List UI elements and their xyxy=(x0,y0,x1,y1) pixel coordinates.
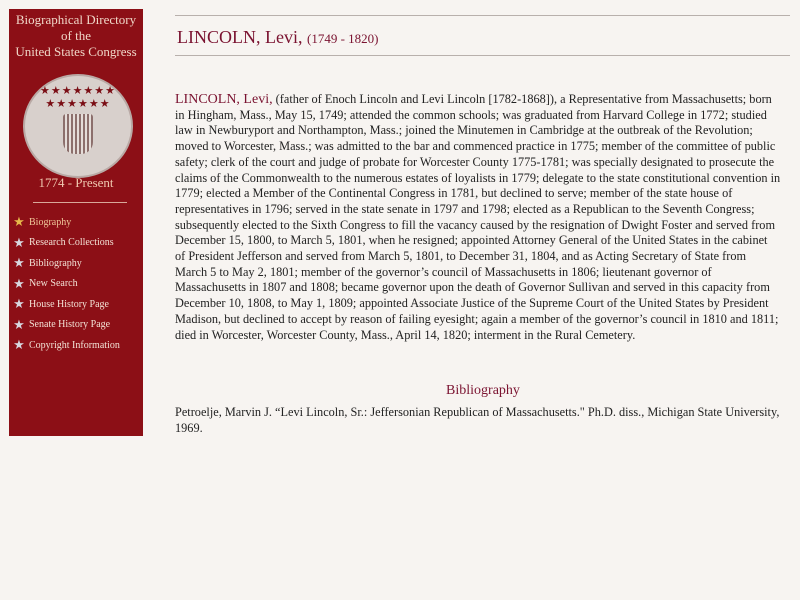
bibliography-heading: Bibliography xyxy=(446,383,520,398)
nav-label: Senate History Page xyxy=(29,319,111,331)
sidebar xyxy=(9,9,143,436)
divider xyxy=(33,202,127,203)
star-icon: ★ xyxy=(13,234,25,250)
nav-label: Biography xyxy=(29,216,72,228)
bio-text: (father of Enoch Lincoln and Levi Lincoln [1782-1868]), a Representative from Massachusetts; born xyxy=(272,92,772,106)
directory-title[interactable] xyxy=(9,12,143,60)
bio-line: of President Jefferson and served from March 5, 1801, to December 31, 1804, and as Acting Secretary of State from xyxy=(175,249,747,264)
star-icon: ★ xyxy=(13,316,25,332)
nav-new-search[interactable] xyxy=(12,274,120,295)
bio-name: LINCOLN, Levi, xyxy=(175,92,273,107)
congress-seal-image xyxy=(23,74,133,178)
star-icon: ★ xyxy=(13,214,25,230)
nav-senate-history[interactable] xyxy=(12,315,120,336)
citation-line: Petroelje, Marvin J. “Levi Lincoln, Sr.: Jeffersonian Republican of Massachusetts." Ph.D. diss., Michigan State University, xyxy=(175,405,780,419)
star-icon: ★ xyxy=(13,296,25,312)
star-icon: ★ xyxy=(13,275,25,291)
bio-line: claims of the Commonwealth to the numerous estates of loyalists in 1779; delegate to the state constitutional convention in xyxy=(175,170,781,185)
nav-research-collections[interactable] xyxy=(12,233,120,254)
bio-line: subsequently elected to the Sixth Congress to fill the vacancy caused by the resignation of Dwight Foster and served from xyxy=(175,217,776,232)
star-icon: ★ xyxy=(13,337,25,353)
citation-line: 1969. xyxy=(175,421,203,435)
bio-line: Madison, but declined to accept by reason of failing eyesight; again a member of the governor’s council in 1810 and 1811; xyxy=(175,311,779,326)
biography-text xyxy=(175,92,780,343)
bio-line: March 5 to May 2, 1801; member of the governor’s council of Massachusetts in 1806; lieutenant governor of xyxy=(175,264,712,279)
bibliography-citation xyxy=(175,404,779,436)
nav-biography[interactable] xyxy=(12,212,120,233)
member-dates: (1749 - 1820) xyxy=(306,31,379,46)
bio-line: in Hingham, Mass., May 15, 1749; attended the common schools; was graduated from Harvard College in 1772; studied xyxy=(175,107,767,122)
bio-line: safety; clerk of the court and judge of probate for Worcester County 1775-1781; was specially designated to prosecute the xyxy=(175,154,775,169)
top-rule xyxy=(175,15,790,16)
member-name: LINCOLN, Levi, xyxy=(177,27,303,47)
bio-line: Massachusetts in 1807 and 1808; became governor upon the death of Governor Sullivan and served in this capacity from xyxy=(175,280,770,295)
bio-line: December 10, 1808, to May 1, 1809; appointed Associate Justice of the Supreme Court of the United States by President xyxy=(175,296,769,311)
nav-label: Research Collections xyxy=(29,237,114,249)
page-title xyxy=(177,27,378,48)
nav-label: House History Page xyxy=(29,298,109,310)
eagle-shield-icon xyxy=(63,114,93,154)
star-icon: ★ xyxy=(13,255,25,271)
nav-copyright[interactable] xyxy=(12,335,120,356)
bio-line: representatives in 1796; served in the state senate in 1797 and 1798; elected as a Republican to the Seventh Congress; xyxy=(175,201,755,216)
nav-bibliography[interactable] xyxy=(12,253,120,274)
bio-line: law in Newburyport and Northampton, Mass.; joined the Minutemen in Cambridge at the outbreak of the Revolution; xyxy=(175,123,753,138)
title-line: United States Congress xyxy=(15,44,137,59)
stars-icon: ★★★★★★★ ★★★★★★ xyxy=(39,85,117,110)
bio-line: moved to Worcester, Mass.; was admitted to the bar and commenced practice in 1775; member of the committee of public xyxy=(175,139,776,154)
nav-label: New Search xyxy=(29,278,78,290)
nav-label: Bibliography xyxy=(29,257,82,269)
title-rule xyxy=(175,55,790,56)
title-line: Biographical Directory xyxy=(15,12,137,27)
title-line: of the xyxy=(61,28,91,43)
bio-line: December 15, 1800, to March 5, 1801, when he resigned; appointed Attorney General of the United States in the cabinet xyxy=(175,233,768,248)
bio-line xyxy=(175,92,780,108)
nav-house-history[interactable] xyxy=(12,294,120,315)
nav-label: Copyright Information xyxy=(29,339,120,351)
bio-line: died in Worcester, Worcester County, Mass., April 14, 1820; interment in the Rural Cemetery. xyxy=(175,327,636,342)
years-label: 1774 - Present xyxy=(38,175,114,190)
bio-line: 1779; elected a Member of the Continental Congress in 1781, but declined to serve; member of the state house of xyxy=(175,186,733,201)
sidebar-nav xyxy=(12,212,120,356)
